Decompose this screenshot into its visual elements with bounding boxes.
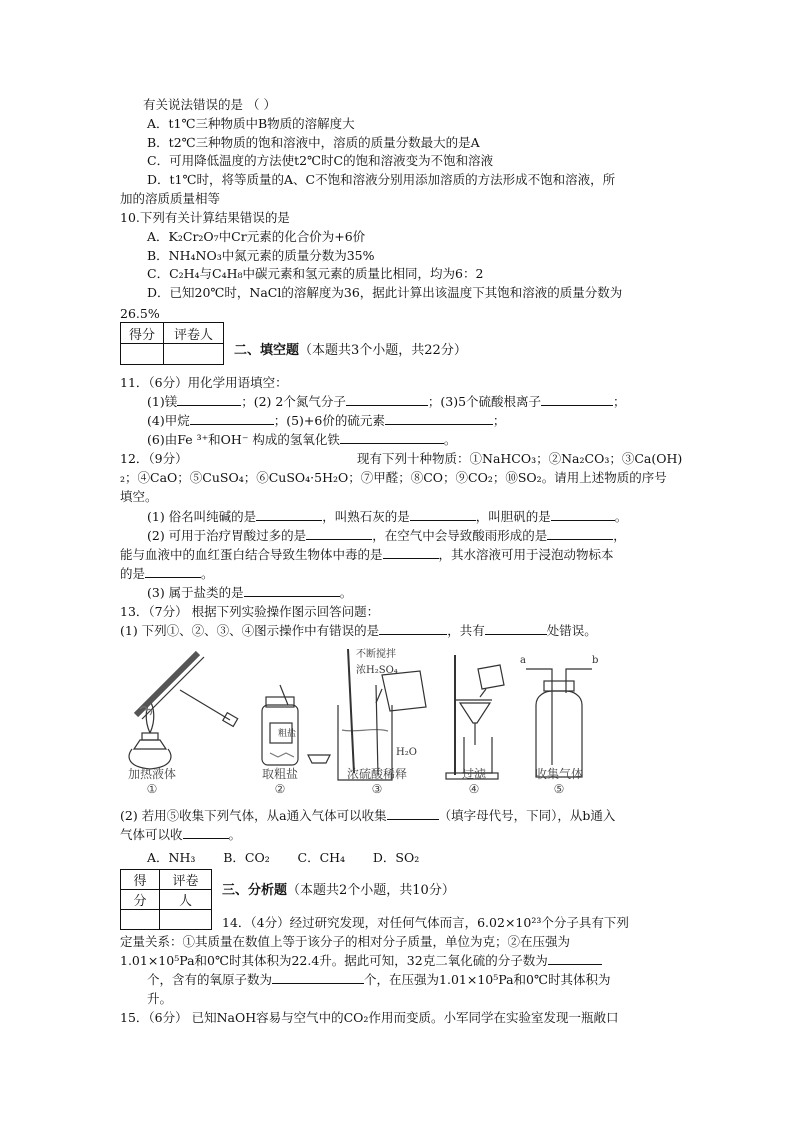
fig2-caption-text: 取粗盐	[261, 767, 298, 781]
section-2-title: 二、填空题	[234, 343, 300, 358]
q12-part2-end	[120, 565, 214, 583]
q12-salts-blank[interactable]	[244, 584, 340, 597]
q12-part2	[147, 527, 626, 545]
q14-line3	[120, 952, 602, 970]
q11-line2-end: ；	[492, 413, 506, 428]
q12-soda-ash-blank[interactable]	[256, 508, 322, 521]
alcohol-lamp-heating-icon	[129, 653, 238, 769]
fig3-number: ③	[371, 782, 383, 796]
q12-antacid-blank[interactable]	[306, 527, 372, 540]
fig1-caption-text: 加热液体	[127, 767, 176, 781]
q10-stem: 10.下列有关计算结果错误的是	[120, 210, 290, 225]
q14-line5: 升。	[147, 991, 173, 1006]
q13-error-count-blank[interactable]	[485, 622, 547, 635]
q10-option-b: B．NH₄NO₃中氮元素的质量分数为35%	[147, 248, 375, 263]
experiment-figure	[120, 645, 640, 798]
score-box-2	[120, 869, 212, 930]
q13-options: A．NH₃ B．CO₂ C．CH₄ D．SO₂	[147, 850, 420, 865]
q11-4-label: (4)甲烷	[147, 413, 190, 428]
q10-option-a: A．K₂Cr₂O₇中Cr元素的化合价为+6价	[147, 229, 366, 244]
q13-2c: 气体可以收	[120, 827, 183, 842]
q12-1c: ，叫胆矾的是	[475, 509, 551, 524]
q13-2d: 。	[228, 827, 242, 842]
q10-option-d-cont: 26.5%	[120, 306, 160, 321]
fig1-number: ①	[146, 782, 158, 796]
q11-4-blank[interactable]	[190, 412, 274, 425]
fig2-caption	[250, 765, 310, 796]
q9-option-d: D．t1℃时，将等质量的A、C不饱和溶液分别用添加溶质的方法形成不饱和溶液，所	[147, 172, 616, 187]
q13-part1	[120, 622, 597, 640]
q11-line3	[147, 431, 456, 449]
q12-2b: ，在空气中会导致酸雨形成的是	[372, 528, 548, 543]
inlet-b-label: b	[592, 655, 599, 666]
q11-line1	[147, 393, 626, 411]
q14-oxygen-atoms-blank[interactable]	[272, 971, 364, 984]
grader-label: 评卷人	[164, 323, 224, 344]
q13-inlet-a-blank[interactable]	[387, 807, 439, 820]
fig4-caption	[454, 765, 494, 796]
fig2-number: ②	[274, 782, 286, 796]
fig3-caption-text: 浓硫酸稀释	[346, 767, 407, 781]
grader-label-2b: 人	[160, 890, 212, 910]
inlet-a-label: a	[520, 655, 526, 666]
q14-4b: 个，在压强为1.01×10⁵Pa和0℃时其体积为	[364, 972, 611, 987]
q12-slaked-lime-blank[interactable]	[410, 508, 476, 521]
q11-2-label: ；(2) 2个氮气分子	[241, 394, 346, 409]
section-3-desc: （本题共2个小题，共10分）	[287, 883, 455, 898]
q13-part2	[120, 807, 615, 825]
section-2-heading	[234, 339, 467, 358]
filtration-icon	[446, 655, 504, 779]
q12-2c: ，	[613, 528, 626, 543]
q12-acid-rain-blank[interactable]	[547, 527, 613, 540]
q12-stem: 12．（9分）	[120, 451, 188, 466]
crude-salt-jar-icon	[262, 685, 330, 765]
q12-poison-blank[interactable]	[383, 546, 439, 559]
q12-2d: 能与血液中的血红蛋白结合导致生物体中毒的是	[120, 547, 383, 562]
section-3-heading	[222, 879, 455, 898]
q11-5-blank[interactable]	[385, 412, 493, 425]
q12-1a: (1) 俗名叫纯碱的是	[147, 509, 257, 524]
q15-line1: 15．（6分） 已知NaOH容易与空气中的CO₂作用而变质。小军同学在实验室发现一瓶敞口	[120, 1010, 619, 1025]
q12-list: ₂；④CaO；⑤CuSO₄；⑥CuSO₄·5H₂O；⑦甲醛；⑧CO；⑨CO₂；⑩SO₂。请用上述物质的序号	[120, 470, 667, 485]
q13-stem: 13．（7分） 根据下列实验操作图示回答问题：	[120, 604, 380, 619]
acid-dilution-icon	[338, 647, 426, 780]
q11-3-label: ；(3)5个硫酸根离子	[427, 394, 542, 409]
q12-list-end: 填空。	[120, 489, 158, 504]
q13-inlet-b-blank[interactable]	[183, 826, 229, 839]
acid-label: 浓H₂SO₄	[356, 665, 398, 676]
q11-stem: 11．（6分）用化学用语填空：	[120, 375, 288, 390]
fig5-number: ⑤	[553, 782, 565, 796]
q13-1c: 处错误。	[546, 623, 597, 638]
q11-line1-end: ；	[613, 394, 626, 409]
q11-1-blank[interactable]	[177, 393, 241, 406]
q14-3a: 1.01×10⁵Pa和0℃时其体积为22.4升。据此可知，32克二氧化硫的分子数为	[120, 953, 548, 968]
score-label-2b: 分	[121, 890, 160, 910]
q9-option-c: C．可用降低温度的方法使t2℃时C的饱和溶液变为不饱和溶液	[147, 153, 494, 168]
q12-1b: ，叫熟石灰的是	[322, 509, 410, 524]
q11-6-blank[interactable]	[340, 431, 444, 444]
q11-1-label: (1)镁	[147, 394, 178, 409]
q11-line2	[147, 412, 505, 430]
q12-1d: 。	[614, 509, 628, 524]
q11-5-label: ；(5)+6价的硫元素	[273, 413, 385, 428]
q12-2e: ，其水溶液可用于浸泡动物标本	[438, 547, 614, 562]
q9-option-a: A．t1℃三种物质中B物质的溶解度大	[147, 116, 355, 131]
q12-part1	[147, 508, 627, 526]
q13-2a: (2) 若用⑤收集下列气体，从a通入气体可以收集	[120, 808, 387, 823]
q12-2g: 。	[201, 566, 214, 581]
q13-part2-cont	[120, 826, 241, 844]
fig4-number: ④	[468, 782, 480, 796]
q12-intro: 现有下列十种物质：①NaHCO₃；②Na₂CO₃；③Ca(OH)	[357, 451, 683, 466]
q10-option-c: C．C₂H₄与C₄H₈中碳元素和氢元素的质量比相同，均为6：2	[147, 266, 484, 281]
section-3-title: 三、分析题	[222, 883, 288, 898]
q14-line1: 14．（4分）经过研究发现，对任何气体而言，6.02×10²³个分子具有下列	[222, 915, 629, 930]
q14-line2: 定量关系：①其质量在数值上等于该分子的相对分子质量，单位为克；②在压强为	[120, 934, 571, 949]
q12-3b: 。	[339, 585, 353, 600]
crude-salt-label: 粗盐	[278, 729, 297, 739]
section-2-desc: （本题共3个小题，共22分）	[299, 343, 467, 358]
q9-stem: 有关说法错误的是 （ ）	[143, 97, 276, 112]
q9-option-d-cont: 加的溶质质量相等	[120, 191, 221, 206]
fig4-caption-text: 过滤	[461, 767, 486, 781]
q11-6-label: (6)由Fe ³⁺和OH⁻ 构成的氢氧化铁	[147, 432, 340, 447]
grader-label-2a: 评卷	[160, 870, 212, 890]
q12-specimen-blank[interactable]	[145, 565, 201, 578]
q11-2-blank[interactable]	[346, 393, 428, 406]
q13-1b: ，共有	[447, 623, 485, 638]
stir-label: 不断搅拌	[356, 649, 396, 660]
q12-2a: (2) 可用于治疗胃酸过多的是	[147, 528, 307, 543]
q14-molecule-count-blank[interactable]	[548, 952, 602, 965]
fig5-caption-text: 收集气体	[534, 767, 583, 781]
q13-2b: （填字母代号，下同），从b通入	[438, 808, 616, 823]
q11-3-blank[interactable]	[541, 393, 613, 406]
fig1-caption	[122, 765, 182, 796]
q13-error-ops-blank[interactable]	[379, 622, 447, 635]
score-box	[120, 322, 224, 365]
fig5-caption	[522, 765, 596, 796]
q14-line4	[147, 971, 610, 989]
fig3-caption	[340, 765, 414, 796]
q12-3a: (3) 属于盐类的是	[147, 585, 244, 600]
q12-blue-vitriol-blank[interactable]	[551, 508, 615, 521]
q12-part2-cont	[120, 546, 614, 564]
q12-part3	[147, 584, 352, 602]
score-label-2a: 得	[121, 870, 160, 890]
q11-line3-end: 。	[443, 432, 457, 447]
q13-1a: (1) 下列①、②、③、④图示操作中有错误的是	[120, 623, 380, 638]
q14-4a: 个，含有的氧原子数为	[147, 972, 273, 987]
q9-option-b: B．t2℃三种物质的饱和溶液中，溶质的质量分数最大的是A	[147, 135, 480, 150]
q12-2f: 的是	[120, 566, 146, 581]
water-label: H₂O	[396, 747, 417, 758]
score-label: 得分	[121, 323, 164, 344]
q10-option-d: D．已知20℃时，NaCl的溶解度为36，据此计算出该温度下其饱和溶液的质量分数为	[147, 285, 623, 300]
gas-collection-bottle-icon	[520, 655, 598, 777]
